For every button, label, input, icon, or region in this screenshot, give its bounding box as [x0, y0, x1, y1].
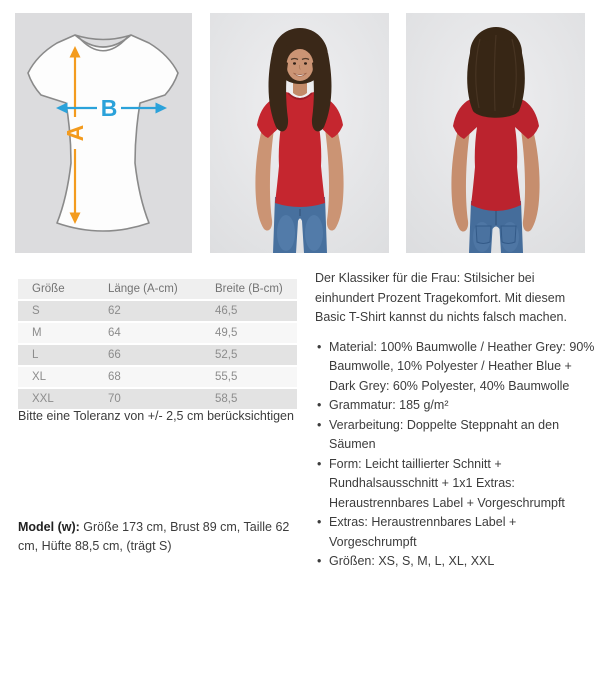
cell-size: M: [18, 323, 94, 343]
bullet-dot: •: [317, 417, 322, 432]
bullet-text: Größen: XS, S, M, L, XL, XXL: [329, 554, 495, 568]
product-images-row: [15, 13, 585, 253]
description-bullet-list: [315, 338, 596, 572]
bullet-dot: •: [317, 339, 322, 354]
size-table-header-row: [18, 279, 297, 299]
cell-size: L: [18, 345, 94, 365]
bullet-dot: •: [317, 515, 322, 529]
bullet-text: Grammatur: 185 g/m²: [329, 398, 449, 412]
cell-width: 58,5: [201, 389, 297, 409]
model-back-svg: [406, 13, 585, 253]
cell-length: 62: [94, 301, 201, 321]
model-info-text: Größe 173 cm, Brust 89 cm, Taille 62 cm, Hüfte 88,5 cm, (trägt S): [18, 520, 290, 553]
model-info-label: Model (w):: [18, 520, 80, 534]
model-info: [18, 518, 310, 556]
table-row-xl: [18, 367, 297, 387]
bullet-text: Form: Leicht taillierter Schnitt + Rundhalsausschnitt + 1x1 Extras: Heraustrennbares Label + Vorgeschrumpft: [329, 456, 565, 510]
size-diagram-image: [15, 13, 192, 253]
bullet-text: Extras: Heraustrennbares Label + Vorgeschrumpft: [329, 515, 517, 549]
description-intro: Der Klassiker für die Frau: Stilsicher bei einhundert Prozent Tragekomfort. Mit diesem Basic T-Shirt kannst du nichts falsch machen.: [315, 271, 567, 324]
cell-length: 70: [94, 389, 201, 409]
table-row-s: [18, 301, 297, 321]
model-front-svg: [210, 13, 389, 253]
bullet-text: Material: 100% Baumwolle / Heather Grey: 90% Baumwolle, 10% Polyester / Heather Blue + Dark Grey: 60% Polyester, 40% Baumwolle: [329, 339, 595, 393]
cell-length: 64: [94, 323, 201, 343]
col-header-breite: Breite (B-cm): [201, 279, 297, 299]
cell-length: 66: [94, 345, 201, 365]
cell-size: XL: [18, 367, 94, 387]
cell-width: 49,5: [201, 323, 297, 343]
bullet-grammatur: [315, 396, 596, 416]
table-row-l: [18, 345, 297, 365]
size-diagram-svg: [15, 13, 192, 253]
measurement-label-b: B: [100, 95, 118, 121]
cell-size: S: [18, 301, 94, 321]
bullet-dot: •: [317, 398, 322, 412]
cell-length: 68: [94, 367, 201, 387]
bullet-form: [315, 455, 596, 514]
bullet-material: [315, 338, 596, 397]
cell-width: 46,5: [201, 301, 297, 321]
bullet-verarbeitung: [315, 416, 596, 455]
measurement-label-a: A: [62, 124, 88, 142]
bullet-dot: •: [317, 554, 322, 568]
model-front-photo: [210, 13, 389, 253]
hair-back-view: [467, 27, 525, 118]
table-row-m: [18, 323, 297, 343]
cell-width: 55,5: [201, 367, 297, 387]
table-row-xxl: [18, 389, 297, 409]
col-header-groesse: Größe: [18, 279, 94, 299]
bullet-groessen: [315, 552, 596, 572]
bullet-text: Verarbeitung: Doppelte Steppnaht an den Säumen: [329, 417, 560, 451]
col-header-laenge: Länge (A-cm): [94, 279, 201, 299]
cell-size: XXL: [18, 389, 94, 409]
bullet-dot: •: [317, 456, 322, 471]
tolerance-note: Bitte eine Toleranz von +/- 2,5 cm berücksichtigen: [18, 409, 294, 423]
cell-width: 52,5: [201, 345, 297, 365]
size-table: [18, 277, 297, 411]
bullet-extras: [315, 513, 596, 552]
model-back-photo: [406, 13, 585, 253]
product-description: [315, 269, 596, 572]
